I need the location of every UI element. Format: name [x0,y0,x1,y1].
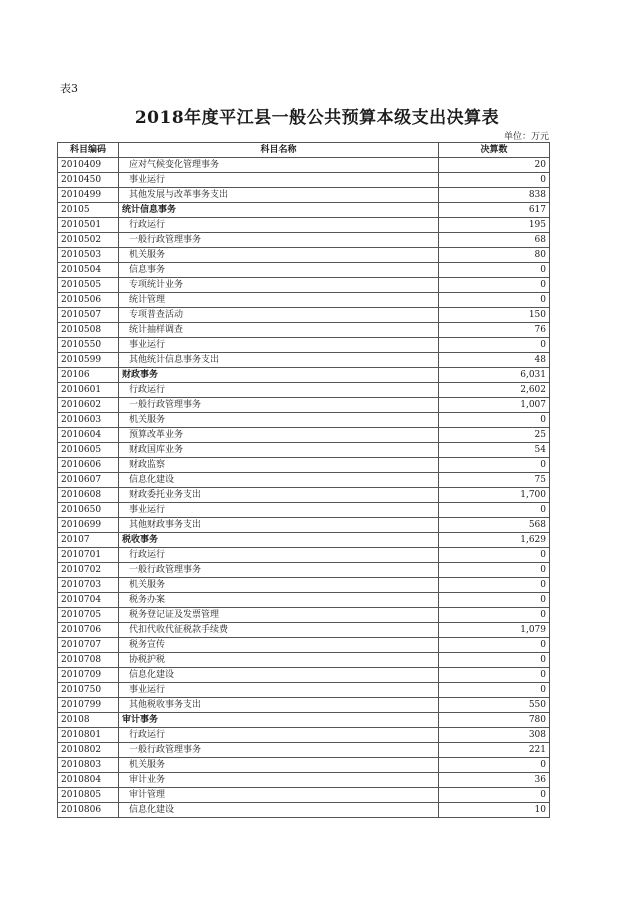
row-code: 20107 [58,533,119,548]
row-name: 机关服务 [119,413,439,428]
row-code: 2010504 [58,263,119,278]
row-name: 预算改革业务 [119,428,439,443]
table-row [58,563,550,578]
row-name: 机关服务 [119,578,439,593]
category-row [58,533,550,548]
row-code: 2010506 [58,293,119,308]
table-row [58,233,550,248]
row-code: 2010602 [58,398,119,413]
row-code: 2010507 [58,308,119,323]
table-row [58,218,550,233]
row-amount: 0 [439,548,550,563]
row-code: 2010701 [58,548,119,563]
row-amount: 48 [439,353,550,368]
row-name: 事业运行 [119,503,439,518]
row-amount: 0 [439,293,550,308]
row-name: 其他财政事务支出 [119,518,439,533]
row-amount: 80 [439,248,550,263]
page-title: 2018年度平江县一般公共预算本级支出决算表 [134,108,500,128]
row-amount: 0 [439,758,550,773]
row-code: 2010505 [58,278,119,293]
row-name: 专项统计业务 [119,278,439,293]
row-code: 2010707 [58,638,119,653]
row-amount: 0 [439,593,550,608]
row-amount: 0 [439,458,550,473]
row-amount: 0 [439,683,550,698]
table-row [58,473,550,488]
table-row [58,803,550,818]
row-code: 2010605 [58,443,119,458]
row-amount: 6,031 [439,368,550,383]
row-amount: 0 [439,578,550,593]
row-amount: 2,602 [439,383,550,398]
row-code: 2010799 [58,698,119,713]
table-row [58,248,550,263]
row-code: 2010599 [58,353,119,368]
row-amount: 68 [439,233,550,248]
row-amount: 20 [439,158,550,173]
row-amount: 25 [439,428,550,443]
row-code: 2010704 [58,593,119,608]
row-code: 2010805 [58,788,119,803]
table-row [58,608,550,623]
row-amount: 76 [439,323,550,338]
table-row [58,458,550,473]
row-code: 2010801 [58,728,119,743]
row-name: 协税护税 [119,653,439,668]
row-code: 2010703 [58,578,119,593]
table-row [58,263,550,278]
row-amount: 75 [439,473,550,488]
row-name: 统计信息事务 [119,203,439,218]
row-code: 2010409 [58,158,119,173]
row-amount: 0 [439,413,550,428]
row-name: 一般行政管理事务 [119,743,439,758]
row-code: 2010603 [58,413,119,428]
row-name: 财政事务 [119,368,439,383]
row-amount: 0 [439,653,550,668]
table-row [58,578,550,593]
row-name: 税务登记证及发票管理 [119,608,439,623]
table-row [58,278,550,293]
row-name: 一般行政管理事务 [119,398,439,413]
table-row [58,668,550,683]
table-row [58,638,550,653]
row-name: 一般行政管理事务 [119,563,439,578]
row-code: 2010608 [58,488,119,503]
table-header-row [58,143,550,158]
row-amount: 838 [439,188,550,203]
row-name: 其他统计信息事务支出 [119,353,439,368]
unit-label: 单位：万元 [503,132,549,142]
row-amount: 0 [439,668,550,683]
row-name: 信息化建设 [119,803,439,818]
row-code: 2010499 [58,188,119,203]
row-amount: 36 [439,773,550,788]
row-amount: 550 [439,698,550,713]
row-code: 2010706 [58,623,119,638]
category-row [58,368,550,383]
table-row [58,623,550,638]
table-row [58,353,550,368]
row-code: 20108 [58,713,119,728]
category-row [58,713,550,728]
row-code: 2010708 [58,653,119,668]
row-code: 2010508 [58,323,119,338]
row-code: 2010702 [58,563,119,578]
row-name: 审计事务 [119,713,439,728]
row-code: 2010607 [58,473,119,488]
table-number: 表3 [60,82,78,95]
row-amount: 0 [439,788,550,803]
row-name: 事业运行 [119,173,439,188]
row-name: 事业运行 [119,683,439,698]
row-name: 财政国库业务 [119,443,439,458]
table-row [58,728,550,743]
row-name: 统计管理 [119,293,439,308]
table-row [58,293,550,308]
category-row [58,203,550,218]
header-code: 科目编码 [58,143,119,158]
row-amount: 1,007 [439,398,550,413]
row-amount: 1,629 [439,533,550,548]
row-amount: 0 [439,338,550,353]
row-amount: 1,700 [439,488,550,503]
table-row [58,488,550,503]
table-row [58,773,550,788]
row-name: 事业运行 [119,338,439,353]
table-row [58,428,550,443]
row-code: 2010606 [58,458,119,473]
row-name: 专项普查活动 [119,308,439,323]
row-code: 2010750 [58,683,119,698]
row-code: 2010705 [58,608,119,623]
row-amount: 0 [439,263,550,278]
row-name: 行政运行 [119,383,439,398]
table-row [58,698,550,713]
row-code: 2010503 [58,248,119,263]
row-amount: 0 [439,278,550,293]
row-code: 2010604 [58,428,119,443]
table-row [58,173,550,188]
row-name: 行政运行 [119,728,439,743]
budget-table [57,142,550,818]
row-name: 信息化建设 [119,668,439,683]
row-code: 20106 [58,368,119,383]
row-amount: 617 [439,203,550,218]
table-row [58,443,550,458]
table-row [58,653,550,668]
row-amount: 195 [439,218,550,233]
row-name: 代扣代收代征税款手续费 [119,623,439,638]
row-amount: 0 [439,503,550,518]
row-code: 2010802 [58,743,119,758]
table-row [58,593,550,608]
row-name: 其他发展与改革事务支出 [119,188,439,203]
row-name: 机关服务 [119,758,439,773]
row-amount: 221 [439,743,550,758]
table-row [58,323,550,338]
row-code: 2010709 [58,668,119,683]
row-amount: 0 [439,173,550,188]
row-name: 其他税收事务支出 [119,698,439,713]
row-name: 税收事务 [119,533,439,548]
row-name: 财政委托业务支出 [119,488,439,503]
row-amount: 308 [439,728,550,743]
row-amount: 150 [439,308,550,323]
table-row [58,743,550,758]
row-name: 财政监察 [119,458,439,473]
table-row [58,518,550,533]
header-amount: 决算数 [439,143,550,158]
row-name: 税务宣传 [119,638,439,653]
row-amount: 0 [439,563,550,578]
row-amount: 10 [439,803,550,818]
row-code: 2010601 [58,383,119,398]
row-code: 2010450 [58,173,119,188]
row-code: 2010501 [58,218,119,233]
row-name: 税务办案 [119,593,439,608]
row-code: 2010650 [58,503,119,518]
row-name: 审计管理 [119,788,439,803]
table-row [58,383,550,398]
row-name: 应对气候变化管理事务 [119,158,439,173]
table-row [58,188,550,203]
row-amount: 1,079 [439,623,550,638]
row-name: 信息事务 [119,263,439,278]
table-row [58,758,550,773]
row-name: 行政运行 [119,548,439,563]
row-code: 2010804 [58,773,119,788]
row-name: 行政运行 [119,218,439,233]
header-name: 科目名称 [119,143,439,158]
row-amount: 568 [439,518,550,533]
table-row [58,158,550,173]
row-code: 2010550 [58,338,119,353]
table-row [58,788,550,803]
row-amount: 780 [439,713,550,728]
row-amount: 0 [439,638,550,653]
table-row [58,308,550,323]
row-code: 2010502 [58,233,119,248]
row-name: 审计业务 [119,773,439,788]
table-row [58,398,550,413]
row-name: 统计抽样调查 [119,323,439,338]
row-name: 一般行政管理事务 [119,233,439,248]
table-row [58,683,550,698]
row-code: 2010806 [58,803,119,818]
table-row [58,413,550,428]
table-row [58,503,550,518]
row-code: 2010803 [58,758,119,773]
table-row [58,548,550,563]
row-code: 20105 [58,203,119,218]
row-name: 信息化建设 [119,473,439,488]
row-name: 机关服务 [119,248,439,263]
table-row [58,338,550,353]
row-amount: 0 [439,608,550,623]
row-code: 2010699 [58,518,119,533]
row-amount: 54 [439,443,550,458]
